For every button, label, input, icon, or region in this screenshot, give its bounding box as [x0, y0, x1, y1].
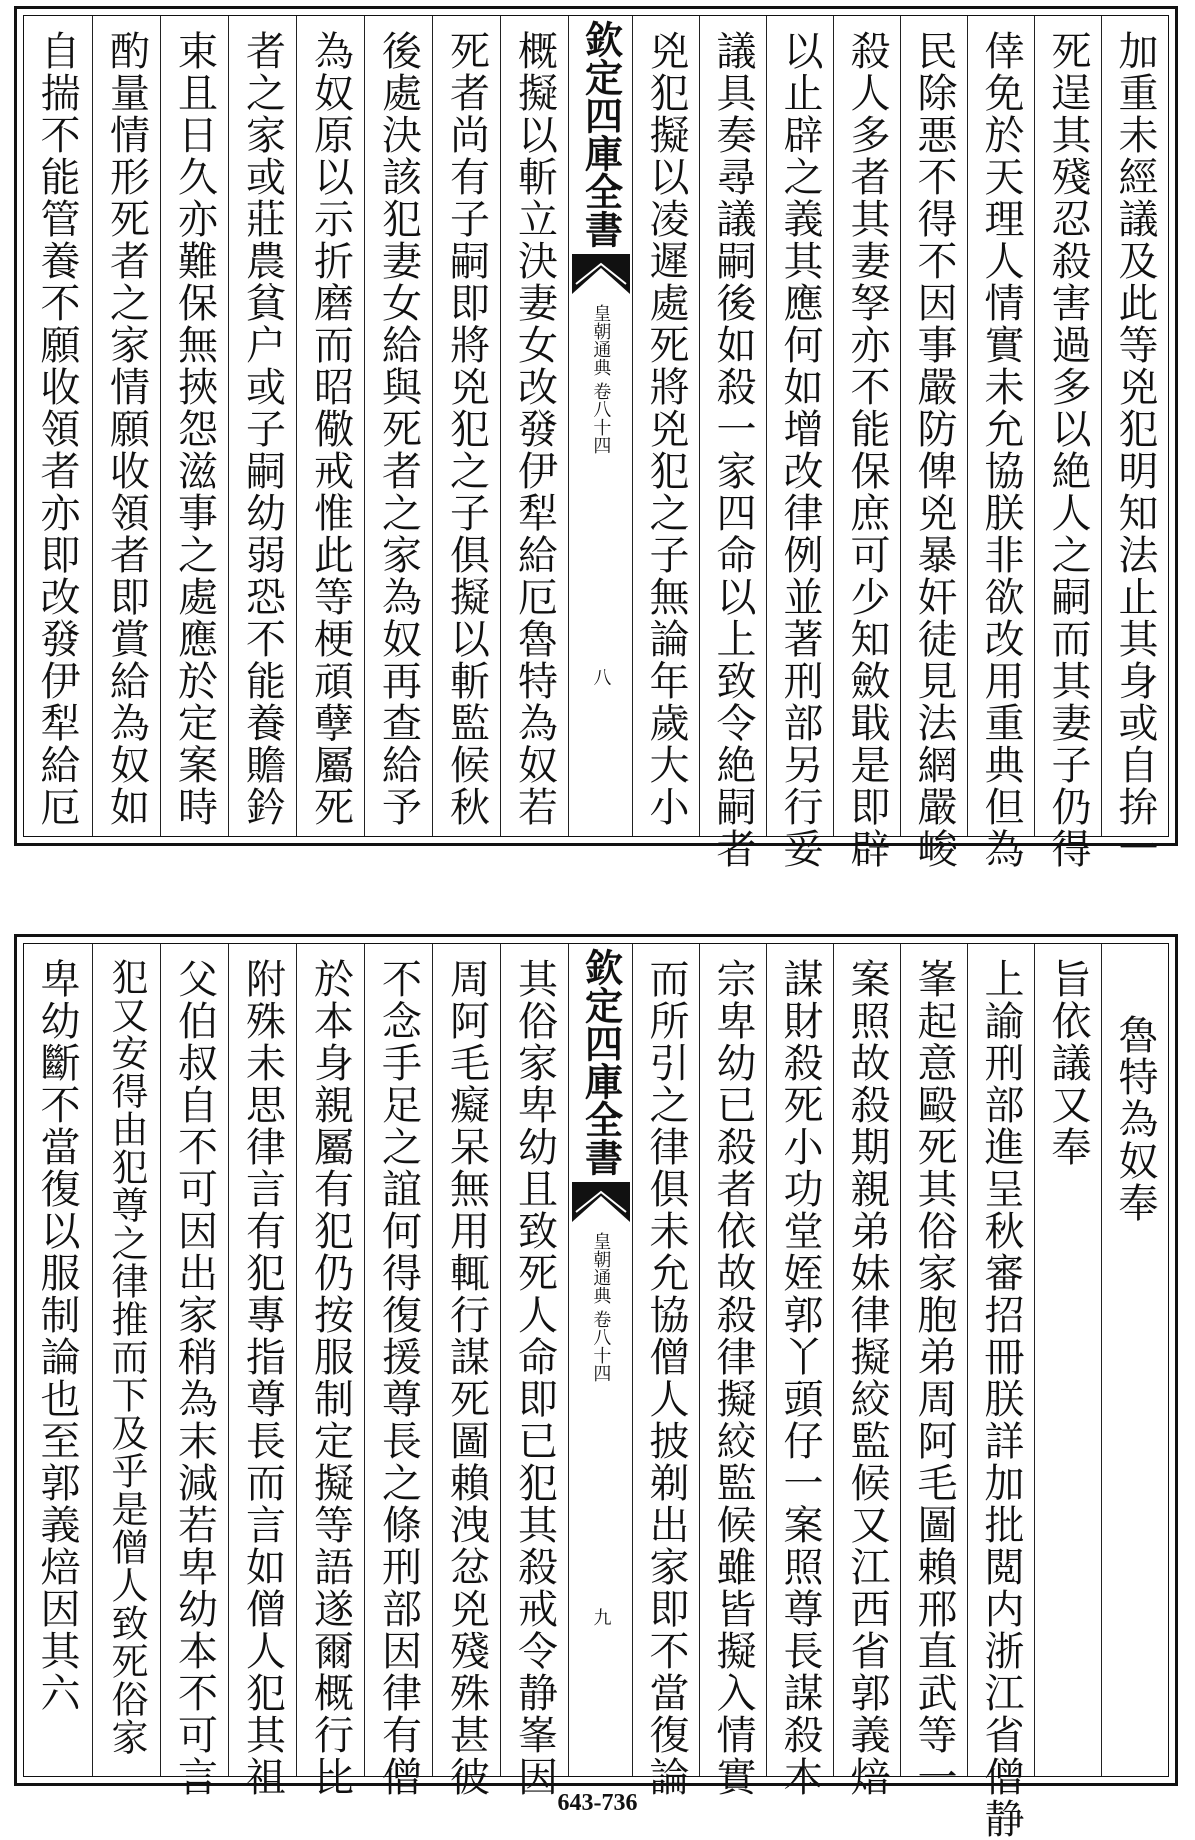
- text-column: [900, 944, 967, 1798]
- gutter-book-title: 皇朝通典: [590, 304, 612, 376]
- gutter-volume: 卷八十四: [590, 1310, 612, 1382]
- column-text: 於本身親屬有犯仍按服制定擬等語遂爾概行比: [307, 958, 354, 1798]
- column-text: 議具奏尋議嗣後如殺一家四命以上致令絶嗣者: [710, 30, 756, 870]
- column-text: 周阿毛癡呆無用輒行謀死圖賴洩忿兇殘殊甚彼: [443, 958, 490, 1798]
- text-column: [967, 944, 1034, 1840]
- column-text: 附殊未思律言有犯專指尊長而言如僧人犯其祖: [239, 958, 286, 1798]
- text-column: [432, 944, 500, 1798]
- text-column: [228, 16, 296, 836]
- column-text: 者之家或莊農貧户或子嗣幼弱恐不能養贍鈐: [239, 30, 286, 828]
- column-text: 峯起意毆死其俗家胞弟周阿毛圖賴邢直武等一: [911, 958, 957, 1798]
- column-text: 犯又安得由犯尊之律推而下及乎是僧人致死俗家: [105, 958, 148, 1756]
- column-text: 案照故殺期親弟妹律擬絞監候又江西省郭義焙: [844, 958, 890, 1798]
- column-text: 殺人多者其妻孥亦不能保庶可少知斂戢是即辟: [844, 30, 890, 870]
- text-column: [1101, 16, 1168, 870]
- gutter-book-title: 皇朝通典: [590, 1232, 612, 1304]
- gutter-page-number: 九: [590, 1608, 612, 1626]
- text-column: [632, 16, 699, 836]
- page-number: 643-736: [557, 1790, 638, 1816]
- column-text: 魯特為奴奉: [1112, 1014, 1158, 1224]
- gutter-title: 欽定四庫全書: [578, 20, 624, 248]
- top-page: [14, 6, 1178, 870]
- column-text: 倖免於天理人情實未允協朕非欲改用重典但為: [978, 30, 1024, 870]
- text-column: [92, 944, 160, 1776]
- top-page-frame: [23, 15, 1169, 870]
- column-text: 為奴原以示折磨而昭儆戒惟此等梗頑孽屬死: [307, 30, 354, 828]
- fishtail-mark-icon: [572, 254, 630, 294]
- text-column: [296, 944, 364, 1798]
- text-column: [699, 16, 766, 870]
- column-text: 兇犯擬以凌遲處死將兇犯之子無論年歲大小: [643, 30, 689, 828]
- column-text: 父伯叔自不可因出家稍為末減若卑幼本不可言: [171, 958, 218, 1798]
- gutter-page-number: 八: [590, 668, 612, 686]
- gutter-volume: 卷八十四: [590, 382, 612, 454]
- column-text: 死逞其殘忍殺害過多以絶人之嗣而其妻子仍得: [1045, 30, 1091, 870]
- column-text: 旨依議又奉: [1045, 958, 1091, 1168]
- text-column: [900, 16, 967, 870]
- text-column: [1101, 944, 1168, 1776]
- text-column: [296, 16, 364, 836]
- gutter-column: [568, 16, 632, 836]
- text-column: [22, 16, 92, 836]
- text-column: [92, 16, 160, 836]
- text-column: [1034, 16, 1101, 870]
- column-text: 酌量情形死者之家情願收領者即賞給為奴如: [103, 30, 150, 828]
- text-column: [500, 16, 568, 836]
- column-text: 卑幼斷不當復以服制論也至郭義焙因其六: [34, 958, 80, 1714]
- column-text: 上諭刑部進呈秋審招冊朕詳加批閲内浙江省僧静: [978, 958, 1024, 1840]
- text-column: [699, 944, 766, 1798]
- text-column: [833, 944, 900, 1798]
- text-column: [1034, 944, 1101, 1776]
- column-text: 而所引之律俱未允協僧人披剃出家即不當復論: [643, 958, 689, 1798]
- gutter-title: 欽定四庫全書: [578, 948, 624, 1176]
- text-column: [364, 944, 432, 1798]
- text-column: [160, 16, 228, 836]
- text-column: [632, 944, 699, 1798]
- column-text: 謀財殺死小功堂姪郭丫頭仔一案照尊長謀殺本: [777, 958, 823, 1798]
- column-text: 自揣不能管養不願收領者亦即改發伊犁給厄: [34, 30, 80, 828]
- fishtail-mark-icon: [572, 1182, 630, 1222]
- text-column: [500, 944, 568, 1798]
- text-column: [833, 16, 900, 870]
- text-column: [228, 944, 296, 1798]
- text-column: [22, 944, 92, 1776]
- column-text: 以止辟之義其應何如增改律例並著刑部另行妥: [777, 30, 823, 870]
- column-text: 宗卑幼已殺者依故殺律擬絞監候雖皆擬入情實: [710, 958, 756, 1798]
- text-column: [432, 16, 500, 836]
- column-text: 後處決該犯妻女給與死者之家為奴再查給予: [375, 30, 422, 828]
- column-text: 民除悪不得不因事嚴防俾兇暴奸徒見法網嚴峻: [911, 30, 957, 870]
- column-text: 加重未經議及此等兇犯明知法止其身或自拚一: [1112, 30, 1158, 870]
- column-text: 束且日久亦難保無挾怨滋事之處應於定案時: [171, 30, 218, 828]
- text-column: [160, 944, 228, 1798]
- column-text: 其俗家卑幼且致死人命即已犯其殺戒令静峯因: [511, 958, 558, 1798]
- column-text: 概擬以斬立決妻女改發伊犁給厄魯特為奴若: [511, 30, 558, 828]
- column-text: 不念手足之誼何得復援尊長之條刑部因律有僧: [375, 958, 422, 1798]
- gutter-column: [568, 944, 632, 1776]
- text-column: [967, 16, 1034, 870]
- column-text: 死者尚有子嗣即將兇犯之子俱擬以斬監候秋: [443, 30, 490, 828]
- text-column: [364, 16, 432, 836]
- text-column: [766, 16, 833, 870]
- text-column: [766, 944, 833, 1798]
